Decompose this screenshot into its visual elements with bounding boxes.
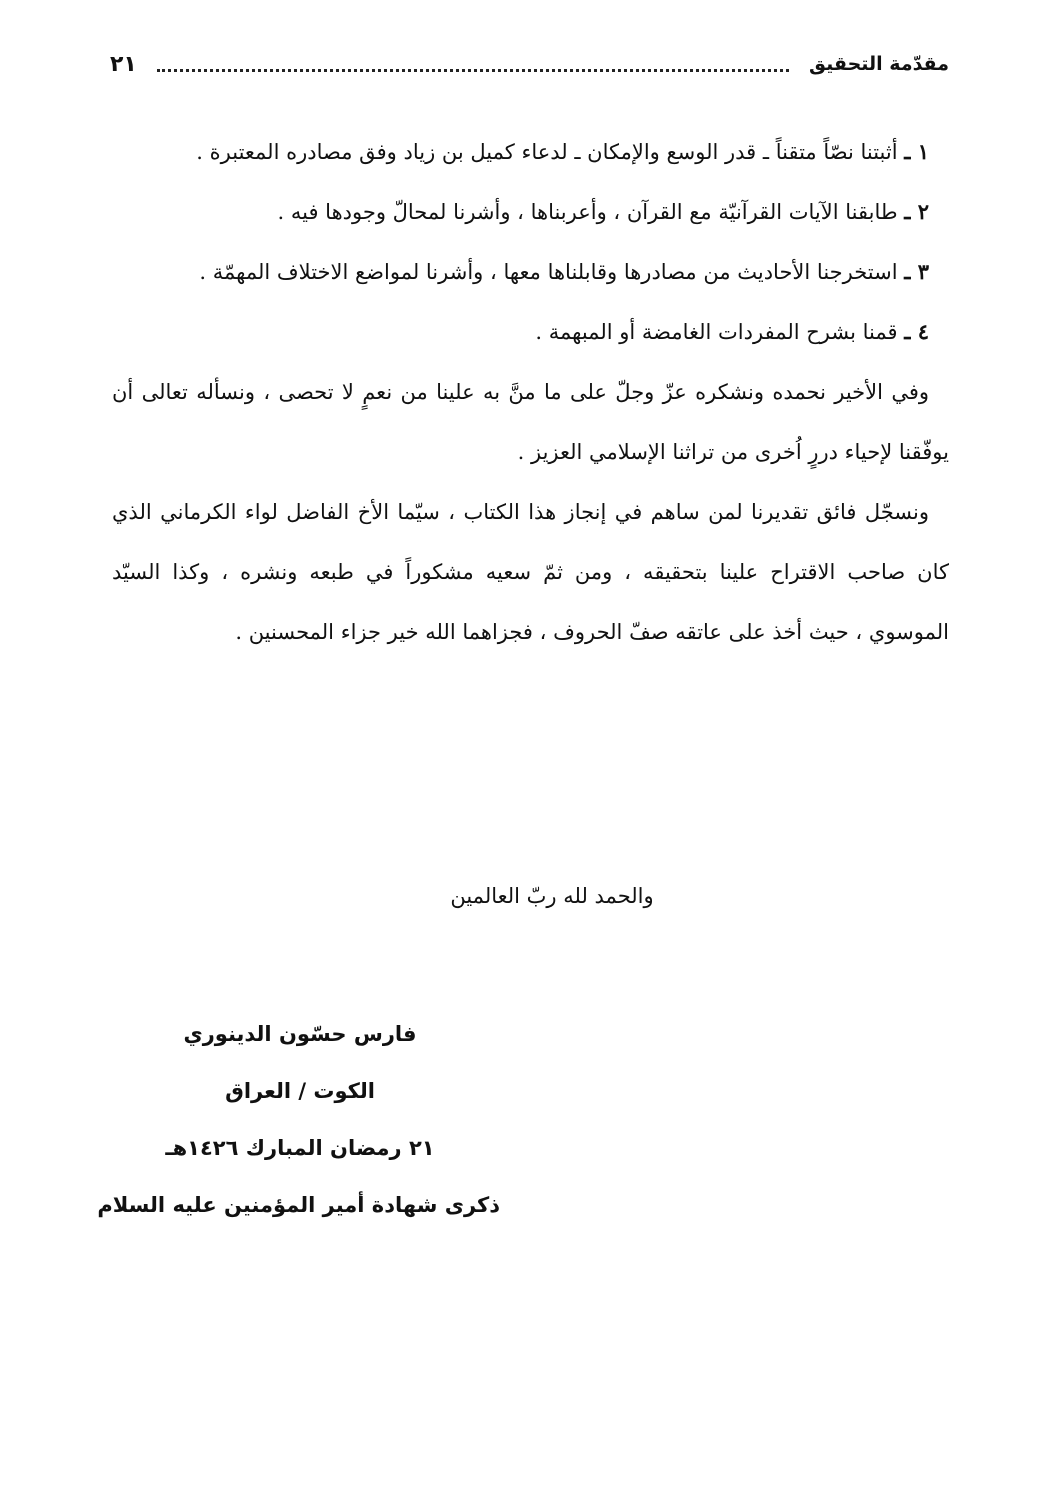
running-header bbox=[110, 44, 949, 84]
page-number: ٢١ bbox=[110, 51, 137, 77]
paragraph-acknowledgement: ونسجّل فائق تقديرنا لمن ساهم في إنجاز هذا الكتاب ، سيّما الأخ الفاضل لواء الكرماني الذي كان صاحب الاقتراح علينا بتحقيقه ، ومن ثمّ سعيه مشكوراً في طبعه ونشره ، وكذا السيّد الموسوي ، حيث أخذ على عاتقه صفّ الحروف ، فجزاهما الله خير جزاء المحسنين . bbox=[112, 500, 949, 644]
list-item bbox=[112, 182, 949, 242]
closing-praise: والحمد لله ربّ العالمين bbox=[450, 884, 654, 908]
list-item-number: ٣ ـ bbox=[904, 259, 929, 284]
list-item-text: أثبتنا نصّاً متقناً ـ قدر الوسع والإمكان ـ لدعاء كميل بن زياد وفق مصادره المعتبرة . bbox=[196, 140, 898, 164]
signature-occasion: ذكرى شهادة أمير المؤمنين عليه السلام bbox=[97, 1193, 500, 1217]
list-item bbox=[112, 242, 949, 302]
list-item-number: ٢ ـ bbox=[904, 199, 929, 224]
body-text bbox=[112, 122, 949, 662]
author-place: الكوت / العراق bbox=[225, 1079, 375, 1103]
dotted-leader bbox=[157, 69, 789, 72]
paragraph-thanks: وفي الأخير نحمده ونشكره عزّ وجلّ على ما منَّ به علينا من نعمٍ لا تحصى ، ونسأله تعالى أن يوفّقنا لإحياء دررٍ اُخرى من تراثنا الإسلامي العزيز . bbox=[112, 380, 949, 464]
section-title: مقدّمة التحقيق bbox=[809, 53, 949, 75]
list-item bbox=[112, 122, 949, 182]
signature-block bbox=[97, 1006, 500, 1234]
list-item-text: طابقنا الآيات القرآنيّة مع القرآن ، وأعربناها ، وأشرنا لمحالّ وجودها فيه . bbox=[277, 200, 898, 224]
list-item-number: ٤ ـ bbox=[904, 319, 929, 344]
list-item-number: ١ ـ bbox=[904, 139, 929, 164]
list-item-text: استخرجنا الأحاديث من مصادرها وقابلناها معها ، وأشرنا لمواضع الاختلاف المهمّة . bbox=[199, 260, 898, 284]
author-name: فارس حسّون الدينوري bbox=[183, 1022, 417, 1046]
list-item-text: قمنا بشرح المفردات الغامضة أو المبهمة . bbox=[535, 320, 898, 344]
signature-date: ٢١ رمضان المبارك ١٤٢٦هـ bbox=[165, 1136, 435, 1160]
list-item bbox=[112, 302, 949, 362]
